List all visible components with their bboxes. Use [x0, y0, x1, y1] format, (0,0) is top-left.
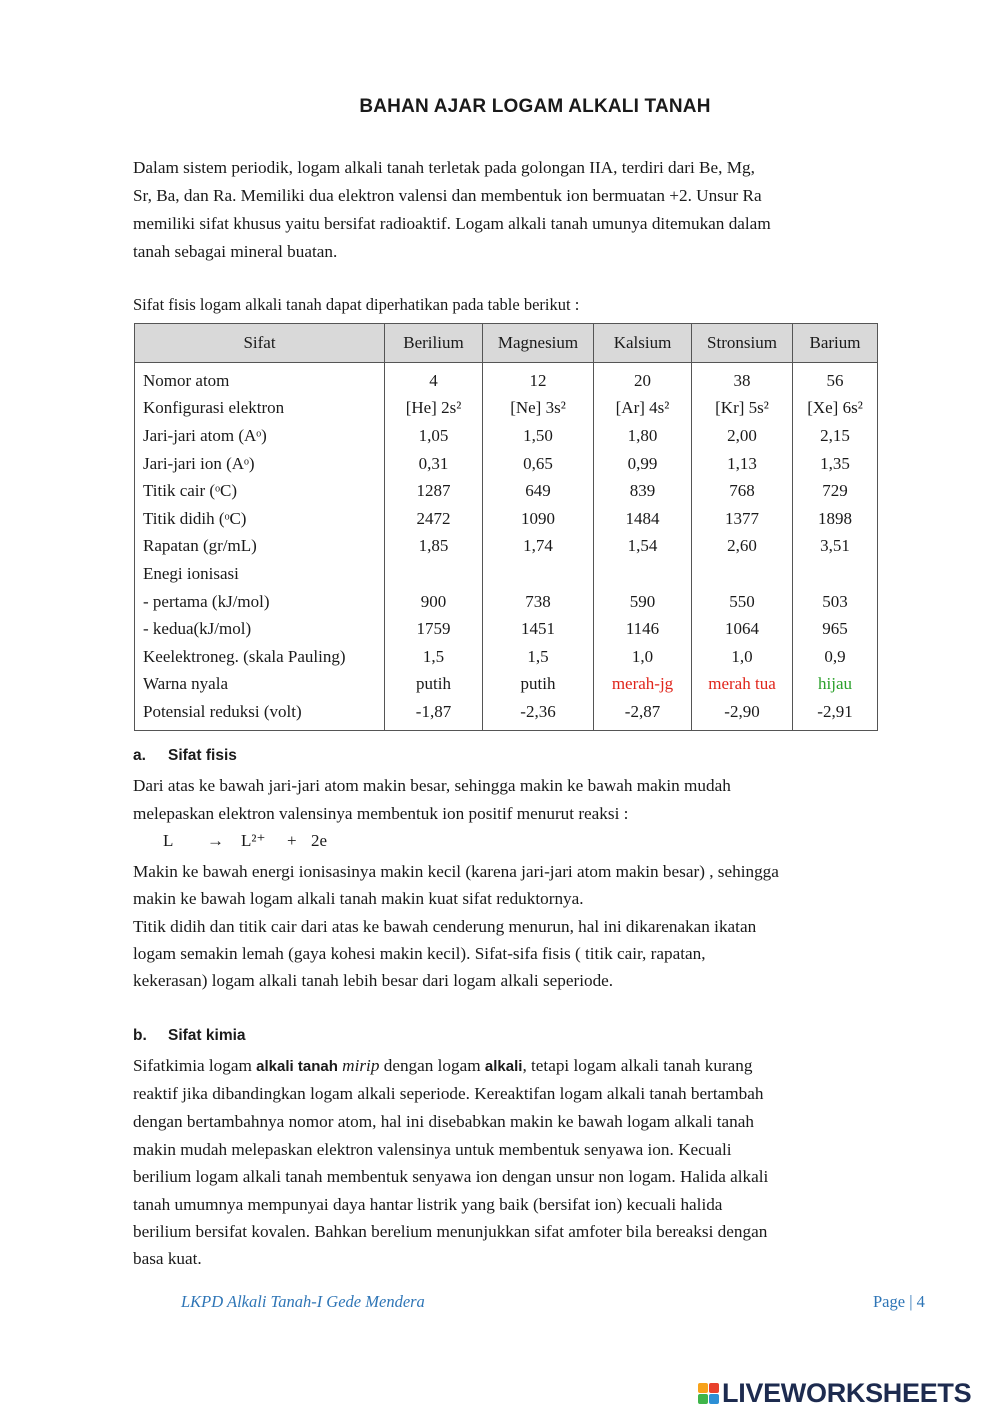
value-cell-barium: 1,35 — [793, 450, 878, 478]
value-cell-barium: 3,51 — [793, 533, 878, 561]
logo-tile — [698, 1383, 708, 1393]
section-b-text: , tetapi logam alkali tanah kurang — [522, 1056, 753, 1075]
value-cell-kalsium: 1,0 — [594, 643, 692, 671]
section-a-line: logam semakin lemah (gaya kohesi makin kecil). Sifat-sifa fisis ( titik cair, rapatan, — [133, 944, 706, 963]
value-cell-barium: hijau — [793, 671, 878, 699]
value-cell-magnesium — [483, 560, 594, 588]
section-a-label: a. — [133, 747, 146, 764]
logo-tile — [709, 1394, 719, 1404]
header-berilium: Berilium — [385, 324, 483, 363]
properties-table — [134, 323, 878, 731]
table-row — [135, 698, 878, 730]
value-cell-stronsium: 2,00 — [692, 422, 793, 450]
liveworksheets-watermark — [698, 1378, 971, 1408]
reaction-arrow: → — [207, 831, 224, 850]
reaction-plus: + — [287, 831, 297, 850]
value-cell-stronsium: 768 — [692, 477, 793, 505]
value-cell-berilium: putih — [385, 671, 483, 699]
section-b-title: Sifat kimia — [168, 1027, 246, 1044]
property-name-cell: Keelektroneg. (skala Pauling) — [135, 643, 385, 671]
section-b-line: berilium bersifat kovalen. Bahkan berelium menunjukkan sifat amfoter bila bereaksi dengan — [133, 1222, 768, 1241]
value-cell-kalsium: -2,87 — [594, 698, 692, 730]
value-cell-kalsium: 1484 — [594, 505, 692, 533]
property-name-cell: - pertama (kJ/mol) — [135, 588, 385, 616]
section-b-text: dengan logam — [379, 1056, 485, 1075]
value-cell-magnesium: 0,65 — [483, 450, 594, 478]
value-cell-magnesium: 1,5 — [483, 643, 594, 671]
value-cell-barium: 0,9 — [793, 643, 878, 671]
value-cell-kalsium: [Ar] 4s² — [594, 395, 692, 423]
value-cell-magnesium: -2,36 — [483, 698, 594, 730]
value-cell-magnesium: [Ne] 3s² — [483, 395, 594, 423]
value-cell-berilium: 0,31 — [385, 450, 483, 478]
value-cell-stronsium: -2,90 — [692, 698, 793, 730]
liveworksheets-wordmark: LIVEWORKSHEETS — [722, 1377, 972, 1408]
section-a-line: kekerasan) logam alkali tanah lebih besar dari logam alkali seperiode. — [133, 971, 614, 990]
value-cell-barium: 1898 — [793, 505, 878, 533]
header-magnesium: Magnesium — [483, 324, 594, 363]
table-row — [135, 560, 878, 588]
property-name-cell: Titik cair (ᵒC) — [135, 477, 385, 505]
value-cell-berilium: 1,05 — [385, 422, 483, 450]
value-cell-kalsium: 20 — [594, 363, 692, 395]
table-body — [135, 363, 878, 731]
value-cell-magnesium: putih — [483, 671, 594, 699]
value-cell-stronsium: 1,0 — [692, 643, 793, 671]
reaction-reactant: L — [163, 831, 174, 850]
value-cell-barium — [793, 560, 878, 588]
section-b-line: makin mudah melepaskan elektron valensinya untuk membentuk senyawa ion. Kecuali — [133, 1140, 732, 1159]
value-cell-magnesium: 12 — [483, 363, 594, 395]
value-cell-kalsium: 590 — [594, 588, 692, 616]
value-cell-berilium — [385, 560, 483, 588]
value-cell-kalsium: 1146 — [594, 615, 692, 643]
term-mirip: mirip — [342, 1056, 380, 1075]
value-cell-magnesium: 738 — [483, 588, 594, 616]
logo-tile — [698, 1394, 708, 1404]
logo-tile — [709, 1383, 719, 1393]
intro-line: Sr, Ba, dan Ra. Memiliki dua elektron valensi dan membentuk ion bermuatan +2. Unsur Ra — [133, 186, 762, 205]
reaction-electrons: 2e — [311, 831, 328, 850]
table-row — [135, 505, 878, 533]
value-cell-stronsium: 1,13 — [692, 450, 793, 478]
page-title: BAHAN AJAR LOGAM ALKALI TANAH — [359, 96, 711, 117]
section-b-line: dengan bertambahnya nomor atom, hal ini disebabkan makin ke bawah logam alkali tanah — [133, 1112, 754, 1131]
section-a-line: Makin ke bawah energi ionisasinya makin kecil (karena jari-jari atom makin besar) , sehingga — [133, 862, 779, 881]
value-cell-kalsium: 839 — [594, 477, 692, 505]
table-row — [135, 671, 878, 699]
value-cell-berilium: -1,87 — [385, 698, 483, 730]
table-row — [135, 643, 878, 671]
section-b-line — [133, 1052, 865, 1081]
value-cell-kalsium: merah-jg — [594, 671, 692, 699]
liveworksheets-logo-icon — [698, 1383, 719, 1404]
section-a-line: Dari atas ke bawah jari-jari atom makin besar, sehingga makin ke bawah makin mudah — [133, 776, 731, 795]
section-a-title: Sifat fisis — [168, 747, 237, 764]
value-cell-magnesium: 1,50 — [483, 422, 594, 450]
value-cell-stronsium: 1377 — [692, 505, 793, 533]
term-alkali: alkali — [484, 1058, 523, 1075]
value-cell-barium: 56 — [793, 363, 878, 395]
property-name-cell: Titik didih (ᵒC) — [135, 505, 385, 533]
table-row — [135, 422, 878, 450]
table-row — [135, 450, 878, 478]
section-b-line: berilium logam alkali tanah membentuk senyawa ion dengan unsur non logam. Halida alkali — [133, 1167, 769, 1186]
table-row — [135, 363, 878, 395]
table-row — [135, 533, 878, 561]
property-name-cell: Jari-jari ion (Aᵒ) — [135, 450, 385, 478]
header-sifat: Sifat — [135, 324, 385, 363]
value-cell-barium: [Xe] 6s² — [793, 395, 878, 423]
table-header-row — [135, 324, 878, 363]
header-stronsium: Stronsium — [692, 324, 793, 363]
section-a-heading — [133, 747, 237, 765]
value-cell-kalsium: 1,54 — [594, 533, 692, 561]
property-name-cell: Warna nyala — [135, 671, 385, 699]
header-barium: Barium — [793, 324, 878, 363]
property-name-cell: Jari-jari atom (Aᵒ) — [135, 422, 385, 450]
property-name-cell: Enegi ionisasi — [135, 560, 385, 588]
section-a-line: Titik didih dan titik cair dari atas ke bawah cenderung menurun, hal ini dikarenakan ikatan — [133, 917, 757, 936]
value-cell-berilium: 900 — [385, 588, 483, 616]
intro-line: tanah sebagai mineral buatan. — [133, 242, 338, 261]
value-cell-berilium: 1,85 — [385, 533, 483, 561]
value-cell-berilium: 1759 — [385, 615, 483, 643]
value-cell-magnesium: 649 — [483, 477, 594, 505]
section-b-heading — [133, 1027, 246, 1045]
value-cell-stronsium: 550 — [692, 588, 793, 616]
property-name-cell: Konfigurasi elektron — [135, 395, 385, 423]
section-b-line: reaktif jika dibandingkan logam alkali seperiode. Kereaktifan logam alkali tanah bertambah — [133, 1084, 764, 1103]
ionization-reaction — [163, 831, 327, 851]
property-name-cell: Potensial reduksi (volt) — [135, 698, 385, 730]
footer-page-number: Page | 4 — [873, 1292, 925, 1311]
reaction-product: L²⁺ — [241, 831, 266, 850]
table-row — [135, 588, 878, 616]
property-name-cell: Nomor atom — [135, 363, 385, 395]
value-cell-berilium: [He] 2s² — [385, 395, 483, 423]
section-b-line: tanah umumnya mempunyai daya hantar listrik yang baik (bersifat ion) kecuali halida — [133, 1195, 723, 1214]
header-kalsium: Kalsium — [594, 324, 692, 363]
value-cell-stronsium: [Kr] 5s² — [692, 395, 793, 423]
value-cell-kalsium: 1,80 — [594, 422, 692, 450]
value-cell-berilium: 1287 — [385, 477, 483, 505]
table-caption: Sifat fisis logam alkali tanah dapat diperhatikan pada table berikut : — [133, 295, 580, 314]
section-b-label: b. — [133, 1027, 147, 1044]
value-cell-kalsium — [594, 560, 692, 588]
value-cell-barium: 965 — [793, 615, 878, 643]
value-cell-magnesium: 1451 — [483, 615, 594, 643]
value-cell-berilium: 2472 — [385, 505, 483, 533]
value-cell-barium: 503 — [793, 588, 878, 616]
section-a-line: makin ke bawah logam alkali tanah makin kuat sifat reduktornya. — [133, 889, 584, 908]
section-b-text: Sifatkimia logam — [133, 1056, 257, 1075]
value-cell-barium: -2,91 — [793, 698, 878, 730]
value-cell-barium: 729 — [793, 477, 878, 505]
value-cell-magnesium: 1,74 — [483, 533, 594, 561]
value-cell-barium: 2,15 — [793, 422, 878, 450]
value-cell-stronsium: 1064 — [692, 615, 793, 643]
property-name-cell: - kedua(kJ/mol) — [135, 615, 385, 643]
value-cell-stronsium: 2,60 — [692, 533, 793, 561]
value-cell-berilium: 4 — [385, 363, 483, 395]
value-cell-kalsium: 0,99 — [594, 450, 692, 478]
value-cell-magnesium: 1090 — [483, 505, 594, 533]
value-cell-stronsium: 38 — [692, 363, 793, 395]
intro-line: memiliki sifat khusus yaitu bersifat radioaktif. Logam alkali tanah umunya ditemukan dalam — [133, 214, 771, 233]
property-name-cell: Rapatan (gr/mL) — [135, 533, 385, 561]
table-row — [135, 395, 878, 423]
term-alkali-tanah: alkali tanah — [256, 1058, 338, 1075]
footer-author: LKPD Alkali Tanah-I Gede Mendera — [181, 1292, 425, 1311]
section-b-line: basa kuat. — [133, 1249, 202, 1268]
value-cell-stronsium — [692, 560, 793, 588]
value-cell-stronsium: merah tua — [692, 671, 793, 699]
table-row — [135, 477, 878, 505]
value-cell-berilium: 1,5 — [385, 643, 483, 671]
table-row — [135, 615, 878, 643]
intro-line: Dalam sistem periodik, logam alkali tanah terletak pada golongan IIA, terdiri dari Be, Mg, — [133, 158, 755, 177]
section-a-line: melepaskan elektron valensinya membentuk ion positif menurut reaksi : — [133, 804, 629, 823]
